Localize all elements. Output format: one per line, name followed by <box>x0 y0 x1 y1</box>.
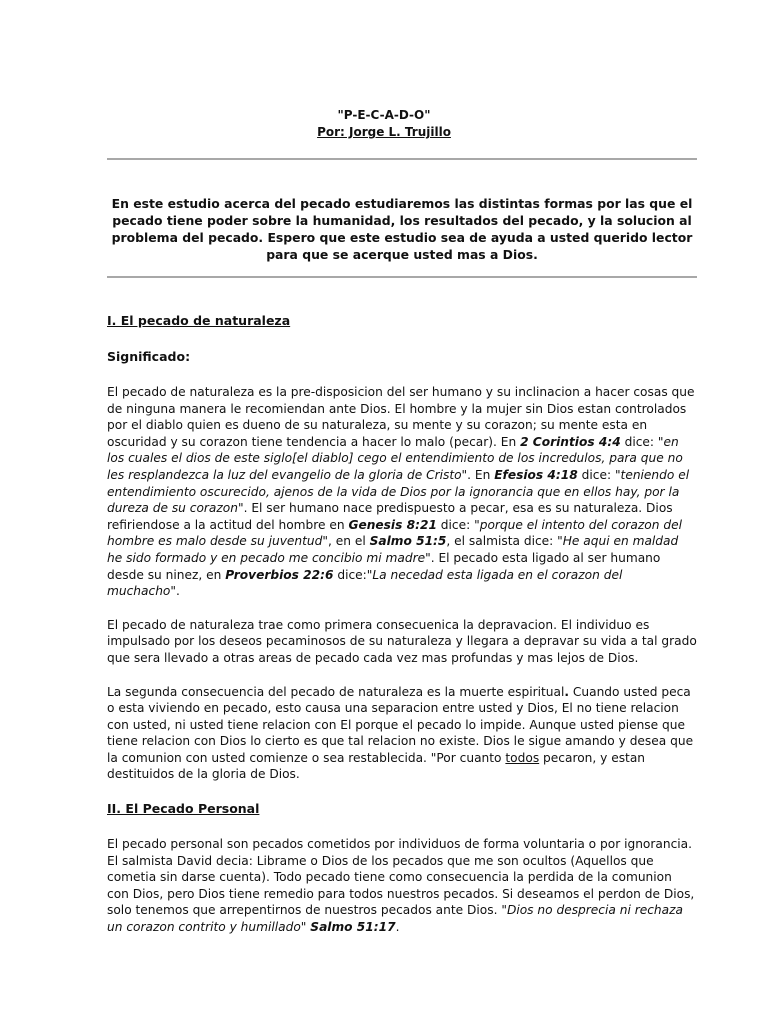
bible-quote: "en los cuales el dios de este siglo[el diablo] cego el entendimiento de los incredulos, para que no les resplandezca la luz del evangelio de la gloria de Cristo" <box>107 434 683 482</box>
text-span: . El pecado esta ligado al ser humano desde su ninez, en <box>107 550 661 582</box>
document-body <box>107 312 697 953</box>
text-span: Cuando usted peca o esta viviendo en pecado, esto causa una separacion entre usted y Dios, El no tiene relacion con usted, ni usted tiene relacion con El porque el pecado lo impide. Aunque usted piense que tiene relacion con Dios lo cierto es que tal relacion no existe. Dios le sigue amando y desea que la comunion con usted comienze o sea restablecida. "Por cuanto <box>107 684 694 765</box>
section-heading-2: II. El Pecado Personal <box>107 801 260 817</box>
document-author: Por: Jorge L. Trujillo <box>317 125 451 139</box>
intro-paragraph: En este estudio acerca del pecado estudiaremos las distintas formas por las que el pecado tiene poder sobre la humanidad, los resultados del pecado, y la solucion al problema del pecado. Espero que este estudio sea de ayuda a usted querido lector para que se acerque usted mas a Dios. <box>111 196 693 262</box>
bible-reference: Salmo 51:5 <box>369 534 447 549</box>
text-span: La segunda consecuencia del pecado de naturaleza es la muerte espiritual <box>107 684 565 699</box>
paragraph-naturaleza-2: El pecado de naturaleza trae como primera consecuenica la depravacion. El individuo es impulsado por los deseos pecaminosos de su naturaleza y llegara a depravar su vida a tal grado que sera llevado a otras areas de pecado cada vez mas profundas y mas lejos de Dios. <box>107 617 697 665</box>
text-span: . El ser humano nace predispuesto a pecar, esa es su naturaleza. Dios refiriendose a la actitud del hombre en <box>107 501 673 532</box>
text-span: El pecado personal son pecados cometidos por individuos de forma voluntaria o por ignorancia. El salmista David decia: Librame o Dios de los pecados que me son ocultos (Aquellos que cometia sin darse cuenta). Todo pecado tiene como consecuencia la perdida de la comunion con Dios, pero Dios tiene remedio para todos nuestros pecados. Si deseamos el perdon de Dios, solo tenemos que arrepentirnos de nuestros pecados ante Dios. <box>107 837 695 918</box>
text-span: dice: <box>333 567 367 582</box>
text-span: . <box>564 684 569 699</box>
bible-quote: "teniendo el entendimiento oscurecido, ajenos de la vida de Dios por la ignorancia que en ellos hay, por la dureza de su corazon" <box>107 467 690 516</box>
paragraph-personal-1 <box>107 836 697 936</box>
subheading-significado: Significado: <box>107 349 191 364</box>
bible-quote: "porque el intento del corazon del hombre es malo desde su juventud" <box>107 517 682 549</box>
text-span: . <box>395 920 400 935</box>
bible-reference: Proverbios 22:6 <box>225 567 334 582</box>
section-heading-1: I. El pecado de naturaleza <box>107 313 291 328</box>
bible-quote: "Dios no desprecia ni rechaza un corazon contrito y humillado" <box>107 903 683 935</box>
bible-reference: Salmo 51:17 <box>310 920 396 935</box>
document-header <box>0 107 768 141</box>
text-span: dice: <box>436 517 475 532</box>
text-span: dice: <box>577 467 615 482</box>
bible-reference: Efesios 4:18 <box>494 467 578 482</box>
text-span: . <box>175 584 180 599</box>
text-span: El pecado de naturaleza es la pre-disposicion del ser humano y su inclinacion a hacer cosas que de ninguna manera le recomiendan ante Dios. El hombre y la mujer sin Dios estan controlados por el diablo quien es dueno de su naturaleza, su mente y su corazon; su mente esta en oscuridad y su corazon tiene tendencia a hacer lo malo (pecar). En <box>107 385 695 449</box>
underlined-word: todos <box>505 750 540 765</box>
text-span: , el salmista dice: <box>446 534 558 549</box>
bible-reference: Genesis 8:21 <box>348 517 437 532</box>
bible-quote: "He aqui en maldad he sido formado y en pecado me concibio mi madre" <box>107 534 679 565</box>
bible-quote: "La necedad esta ligada en el corazon del muchacho" <box>107 567 623 599</box>
document-title: "P-E-C-A-D-O" <box>337 108 431 122</box>
paragraph-naturaleza-1 <box>107 384 697 600</box>
paragraph-naturaleza-3 <box>107 684 697 784</box>
bible-reference: 2 Corintios 4:4 <box>520 434 621 449</box>
text-span: , en el <box>327 534 370 549</box>
bottom-divider <box>107 276 697 278</box>
top-divider <box>107 158 697 160</box>
text-span: dice: <box>620 434 658 449</box>
text-span: . En <box>467 467 495 482</box>
text-span: pecaron, y estan destituidos de la gloria de Dios. <box>107 750 646 782</box>
